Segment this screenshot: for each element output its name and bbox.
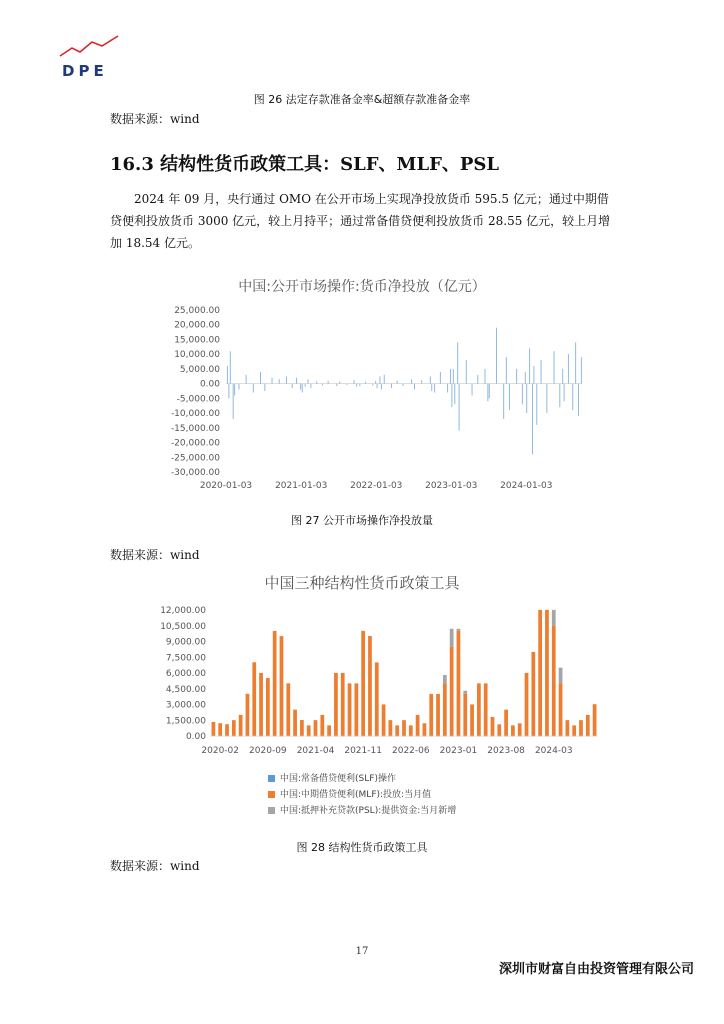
mlf-bar <box>246 694 250 736</box>
structural-tools-chart <box>150 600 610 760</box>
logo-text: DPE <box>62 62 108 80</box>
x-tick-label: 2023-08 <box>487 746 525 756</box>
y-tick-label: 0.00 <box>185 732 206 742</box>
mlf-bar <box>491 717 495 736</box>
x-tick-label: 2021-04 <box>296 746 335 756</box>
mlf-bar <box>239 715 243 736</box>
x-tick-label: 2024-01-03 <box>500 481 553 491</box>
figure-28-caption: 图 28 结构性货币政策工具 <box>296 841 428 854</box>
mlf-bar <box>450 647 454 736</box>
y-tick-label: 15,000.00 <box>174 335 220 346</box>
y-tick-label: 20,000.00 <box>174 320 220 331</box>
legend-swatch-mlf <box>268 791 275 798</box>
mlf-bar <box>593 704 597 736</box>
mlf-bar <box>579 720 583 736</box>
legend-slf <box>268 771 396 784</box>
y-tick-label: -25,000.00 <box>170 453 220 464</box>
mlf-bar <box>429 694 433 736</box>
x-tick-label: 2023-01-03 <box>425 481 478 491</box>
mlf-bar <box>416 715 420 736</box>
mlf-bar <box>402 720 406 736</box>
mlf-bar <box>314 720 318 736</box>
chart-1-title: 中国:公开市场操作:货币净投放（亿元） <box>238 279 486 295</box>
mlf-bar <box>525 673 529 736</box>
psl-bar <box>457 629 461 631</box>
y-tick-label: 25,000.00 <box>174 306 220 316</box>
data-source-1: 数据来源：wind <box>110 112 200 126</box>
mlf-bar <box>382 704 386 736</box>
y-tick-label: 4,500.00 <box>165 684 206 695</box>
psl-bar <box>443 675 447 683</box>
legend-swatch-psl <box>268 807 275 814</box>
mlf-bar <box>545 610 549 736</box>
legend-label-psl: 中国:抵押补充贷款(PSL):提供资金:当月新增 <box>280 806 457 816</box>
x-tick-label: 2021-01-03 <box>275 481 328 491</box>
mlf-bar <box>531 652 535 736</box>
y-tick-label: 9,000.00 <box>165 637 206 648</box>
mlf-bar <box>511 725 515 736</box>
data-source-3: 数据来源：wind <box>110 859 200 873</box>
mlf-bar <box>266 678 270 736</box>
y-tick-label: 3,000.00 <box>165 700 206 711</box>
mlf-bar <box>327 725 331 736</box>
mlf-bar <box>259 673 263 736</box>
x-tick-label: 2023-01 <box>439 746 478 756</box>
y-tick-label: 12,000.00 <box>160 606 206 616</box>
mlf-bar <box>423 723 427 736</box>
mlf-bar <box>457 631 461 736</box>
y-tick-label: 0.00 <box>199 379 220 390</box>
y-tick-label: -5,000.00 <box>176 394 220 405</box>
mlf-bar <box>218 723 222 736</box>
legend-label-mlf: 中国:中期借贷便利(MLF):投放:当月值 <box>280 790 432 800</box>
mlf-bar <box>572 725 576 736</box>
mlf-bar <box>225 724 229 736</box>
mlf-bar <box>538 610 542 736</box>
x-tick-label: 2020-01-03 <box>199 481 253 491</box>
mlf-bar <box>375 662 379 736</box>
mlf-bar <box>354 683 358 736</box>
y-tick-label: 5,000.00 <box>179 364 220 375</box>
mlf-bar <box>552 626 556 736</box>
mlf-bar <box>293 710 297 736</box>
y-tick-label: 10,500.00 <box>160 621 206 632</box>
psl-bar <box>450 629 454 647</box>
y-tick-label: -20,000.00 <box>170 438 220 449</box>
net-injection-chart <box>150 300 590 496</box>
section-heading: 16.3 结构性货币政策工具：SLF、MLF、PSL <box>110 154 500 175</box>
mlf-bar <box>504 710 508 736</box>
x-tick-label: 2020-09 <box>249 746 287 756</box>
y-tick-label: -15,000.00 <box>170 423 220 434</box>
y-tick-label: 10,000.00 <box>174 350 220 361</box>
rising-line-logo-icon <box>60 36 118 56</box>
x-tick-label: 2024-03 <box>534 746 573 756</box>
mlf-bar <box>280 636 284 736</box>
mlf-bar <box>463 694 467 736</box>
mlf-bar <box>477 683 481 736</box>
y-tick-label: 6,000.00 <box>165 669 206 679</box>
mlf-bar <box>484 683 488 736</box>
mlf-bar <box>389 720 393 736</box>
mlf-bar <box>232 720 236 736</box>
mlf-bar <box>586 715 590 736</box>
mlf-bar <box>518 723 522 736</box>
mlf-bar <box>409 725 413 736</box>
legend-label-slf: 中国:常备借贷便利(SLF)操作 <box>280 774 396 784</box>
y-tick-label: -30,000.00 <box>170 468 220 478</box>
legend-mlf <box>268 787 431 800</box>
mlf-bar <box>320 715 324 736</box>
y-tick-label: 7,500.00 <box>165 653 206 664</box>
mlf-bar <box>395 725 399 736</box>
psl-bar <box>552 610 556 626</box>
mlf-bar <box>334 673 338 736</box>
mlf-bar <box>286 683 290 736</box>
mlf-bar <box>368 636 372 736</box>
company-name: 深圳市财富自由投资管理有限公司 <box>498 962 694 977</box>
mlf-bar <box>559 683 563 736</box>
x-tick-label: 2020-02 <box>201 746 240 756</box>
mlf-bar <box>436 694 440 736</box>
x-tick-label: 2022-01-03 <box>350 481 403 491</box>
mlf-bar <box>212 722 216 736</box>
mlf-bar <box>307 725 311 736</box>
x-tick-label: 2021-11 <box>344 746 382 756</box>
mlf-bar <box>300 720 304 736</box>
mlf-bar <box>565 720 569 736</box>
mlf-bar <box>341 673 345 736</box>
mlf-bar <box>273 631 277 736</box>
y-tick-label: -10,000.00 <box>170 409 220 420</box>
data-source-2: 数据来源：wind <box>110 548 200 562</box>
mlf-bar <box>470 704 474 736</box>
page-number: 17 <box>355 946 369 957</box>
legend-swatch-slf <box>268 775 275 782</box>
figure-26-caption: 图 26 法定存款准备金率&超额存款准备金率 <box>253 93 471 106</box>
x-tick-label: 2022-06 <box>392 746 430 756</box>
psl-bar <box>559 668 563 684</box>
mlf-bar <box>443 683 447 736</box>
y-tick-label: 1,500.00 <box>165 716 206 727</box>
mlf-bar <box>497 724 501 736</box>
psl-bar <box>463 691 467 694</box>
mlf-bar <box>348 683 352 736</box>
legend-psl <box>268 803 456 816</box>
mlf-bar <box>252 662 256 736</box>
chart-2-title: 中国三种结构性货币政策工具 <box>264 574 460 592</box>
figure-27-caption: 图 27 公开市场操作净投放量 <box>291 514 433 527</box>
mlf-bar <box>361 631 365 736</box>
body-paragraph: 2024 年 09 月，央行通过 OMO 在公开市场上实现净投放货币 595.5 亿元；通过中期借贷便利投放货币 3000 亿元，较上月持平；通过常备借贷便利投放货币 28.55 亿元，较上月增加 18.54 亿元。 <box>110 192 611 250</box>
